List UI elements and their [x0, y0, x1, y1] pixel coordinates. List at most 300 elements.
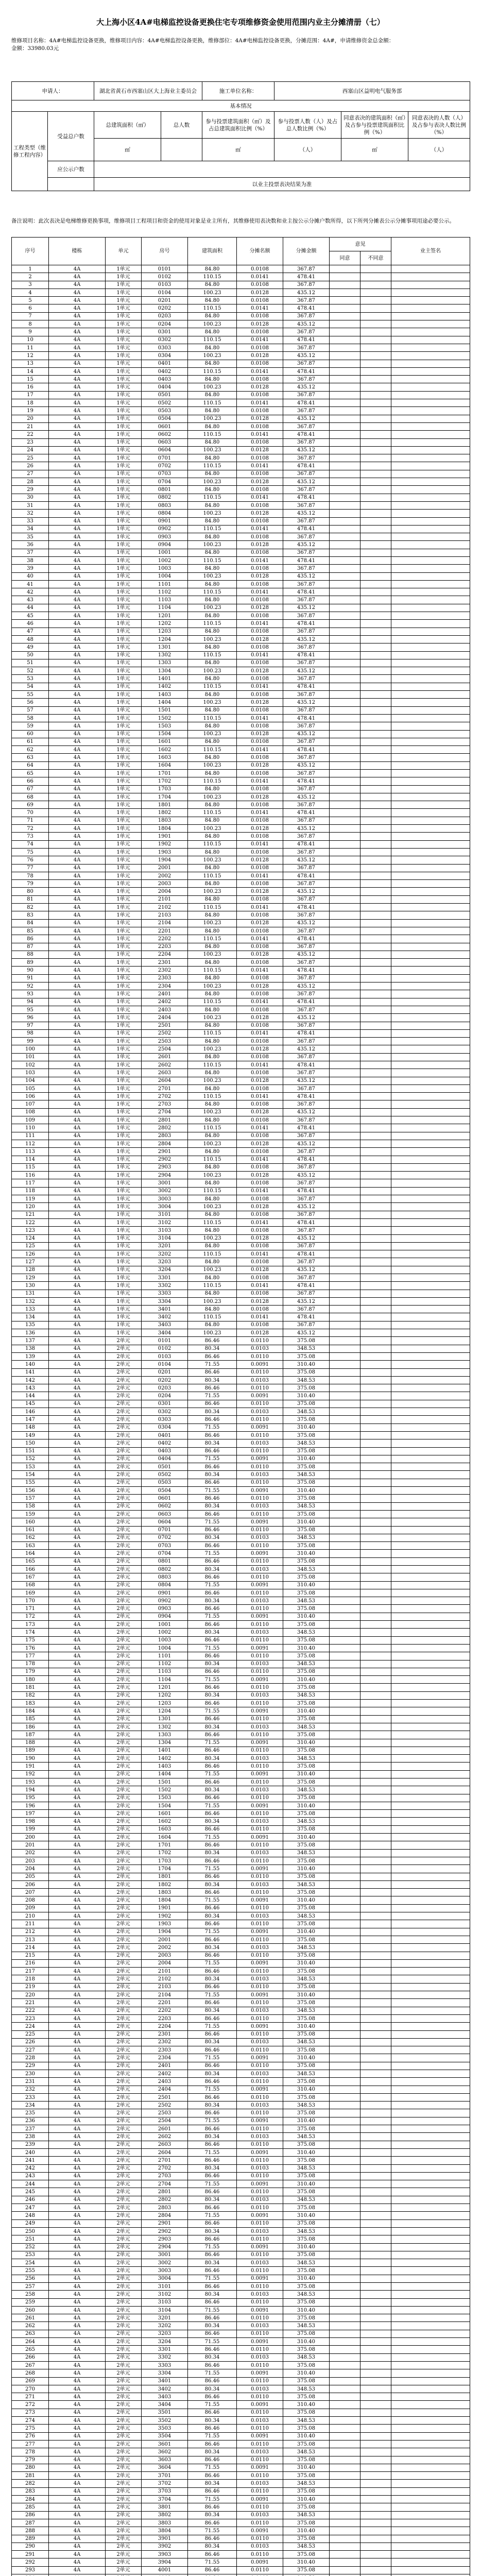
cell-signature: [391, 1084, 470, 1092]
col-header-room: 房号: [142, 238, 188, 265]
cell-building: 4A: [49, 446, 106, 454]
cell-room: 2103: [142, 1983, 188, 1991]
cell-signature: [391, 1077, 470, 1084]
cell-amount: 310.40: [283, 2464, 330, 2471]
cell-room: 1004: [142, 1644, 188, 1652]
cell-share: 0.0110: [237, 2472, 283, 2480]
cell-area: 80.34: [188, 1912, 237, 1920]
table-row: [12, 620, 470, 628]
total-area-unit: ㎡: [94, 139, 161, 161]
cell-building: 4A: [49, 2251, 106, 2259]
cell-unit: 2单元: [106, 2046, 142, 2054]
table-row: [12, 1392, 470, 1400]
table-row: [12, 2054, 470, 2062]
cell-index: 210: [12, 1912, 49, 1920]
table-row: [12, 1770, 470, 1778]
cell-share: 0.0108: [237, 801, 283, 809]
cell-amount: 435.12: [283, 1203, 330, 1211]
cell-area: 71.55: [188, 1739, 237, 1747]
cell-room: 1604: [142, 761, 188, 769]
cell-share: 0.0091: [237, 2117, 283, 2125]
table-row: [12, 1313, 470, 1321]
cell-building: 4A: [49, 1061, 106, 1069]
cell-index: 9: [12, 328, 49, 336]
cell-unit: 1单元: [106, 360, 142, 367]
table-row: [12, 2519, 470, 2527]
cell-index: 291: [12, 2551, 49, 2558]
cell-index: 286: [12, 2511, 49, 2519]
cell-disagree: [360, 1668, 391, 1675]
cell-share: 0.0091: [237, 2558, 283, 2566]
cell-unit: 2单元: [106, 1896, 142, 1904]
cell-agree: [330, 2456, 360, 2464]
cell-agree: [330, 281, 360, 289]
table-row: [12, 2432, 470, 2440]
cell-index: 129: [12, 1274, 49, 1282]
cell-share: 0.0110: [237, 1431, 283, 1439]
cell-disagree: [360, 2527, 391, 2535]
cell-area: 86.46: [188, 2125, 237, 2133]
cell-unit: 1单元: [106, 809, 142, 817]
cell-signature: [391, 1022, 470, 1029]
cell-agree: [330, 1865, 360, 1873]
cell-disagree: [360, 1471, 391, 1479]
table-row: [12, 1408, 470, 1416]
cell-disagree: [360, 533, 391, 541]
cell-amount: 348.53: [283, 2353, 330, 2361]
cell-unit: 2单元: [106, 2219, 142, 2227]
cell-room: 2902: [142, 1156, 188, 1163]
cell-disagree: [360, 1621, 391, 1629]
cell-agree: [330, 1652, 360, 1660]
cell-area: 80.34: [188, 2480, 237, 2487]
cell-amount: 435.12: [283, 1014, 330, 1022]
cell-building: 4A: [49, 1999, 106, 2007]
cell-disagree: [360, 2298, 391, 2306]
cell-room: 2404: [142, 2086, 188, 2093]
cell-amount: 375.08: [283, 1778, 330, 1786]
cell-building: 4A: [49, 895, 106, 903]
cell-room: 3501: [142, 2409, 188, 2416]
cell-agree: [330, 1211, 360, 1218]
cell-share: 0.0108: [237, 1306, 283, 1313]
cell-amount: 310.40: [283, 2148, 330, 2156]
cell-unit: 1单元: [106, 541, 142, 549]
cell-disagree: [360, 675, 391, 683]
cell-share: 0.0110: [237, 2566, 283, 2574]
cell-agree: [330, 2046, 360, 2054]
cell-unit: 1单元: [106, 667, 142, 675]
cell-share: 0.0141: [237, 1156, 283, 1163]
cell-building: 4A: [49, 1526, 106, 1534]
cell-signature: [391, 1762, 470, 1770]
cell-agree: [330, 1218, 360, 1226]
cell-agree: [330, 604, 360, 612]
cell-signature: [391, 2046, 470, 2054]
cell-unit: 1单元: [106, 1172, 142, 1179]
cell-share: 0.0091: [237, 1487, 283, 1495]
table-row: [12, 367, 470, 375]
table-row: [12, 770, 470, 777]
cell-area: 84.80: [188, 943, 237, 951]
cell-room: 0703: [142, 470, 188, 478]
cell-share: 0.0110: [237, 2157, 283, 2164]
cell-share: 0.0128: [237, 415, 283, 422]
cell-amount: 375.08: [283, 2503, 330, 2511]
cell-area: 71.55: [188, 2558, 237, 2566]
cell-disagree: [360, 1550, 391, 1557]
cell-disagree: [360, 1904, 391, 1912]
cell-building: 4A: [49, 998, 106, 1006]
cell-unit: 2单元: [106, 1526, 142, 1534]
cell-building: 4A: [49, 1306, 106, 1313]
cell-share: 0.0108: [237, 596, 283, 604]
cell-signature: [391, 1187, 470, 1195]
cell-room: 0901: [142, 517, 188, 525]
cell-disagree: [360, 431, 391, 438]
cell-amount: 375.08: [283, 2314, 330, 2322]
cell-building: 4A: [49, 927, 106, 935]
cell-room: 3802: [142, 2511, 188, 2519]
cell-agree: [330, 2291, 360, 2298]
cell-building: 4A: [49, 1352, 106, 1360]
cell-signature: [391, 1124, 470, 1132]
cell-unit: 2单元: [106, 2188, 142, 2196]
cell-room: 2602: [142, 1061, 188, 1069]
cell-room: 1002: [142, 1629, 188, 1636]
cell-building: 4A: [49, 2409, 106, 2416]
cell-building: 4A: [49, 376, 106, 383]
table-row: [12, 1282, 470, 1290]
table-row: [12, 943, 470, 951]
cell-room: 4001: [142, 2566, 188, 2574]
cell-agree: [330, 1376, 360, 1384]
cell-index: 142: [12, 1376, 49, 1384]
cell-share: 0.0108: [237, 785, 283, 793]
cell-building: 4A: [49, 1983, 106, 1991]
cell-agree: [330, 486, 360, 494]
cell-share: 0.0110: [237, 1747, 283, 1754]
table-row: [12, 714, 470, 722]
cell-area: 84.80: [188, 1100, 237, 1108]
cell-amount: 367.87: [283, 1227, 330, 1234]
cell-area: 110.15: [188, 683, 237, 690]
cell-signature: [391, 2487, 470, 2495]
cell-area: 110.15: [188, 872, 237, 879]
cell-room: 0202: [142, 1376, 188, 1384]
cell-amount: 435.12: [283, 1297, 330, 1305]
cell-amount: 375.08: [283, 1416, 330, 1423]
cell-agree: [330, 1140, 360, 1147]
cell-share: 0.0141: [237, 809, 283, 817]
cell-unit: 1单元: [106, 1227, 142, 1234]
cell-index: 31: [12, 501, 49, 509]
cell-room: 0902: [142, 525, 188, 533]
cell-area: 71.55: [188, 1423, 237, 1431]
cell-room: 3203: [142, 2330, 188, 2337]
cell-building: 4A: [49, 320, 106, 328]
table-row: [12, 1100, 470, 1108]
table-row: [12, 1841, 470, 1849]
cell-area: 86.46: [188, 1810, 237, 1818]
cell-disagree: [360, 2259, 391, 2267]
cell-amount: 375.08: [283, 2535, 330, 2543]
cell-agree: [330, 1794, 360, 1802]
cell-area: 80.34: [188, 1691, 237, 1699]
cell-room: 0303: [142, 344, 188, 351]
cell-index: 166: [12, 1565, 49, 1573]
cell-room: 3201: [142, 1242, 188, 1250]
cell-area: 100.23: [188, 888, 237, 895]
cell-area: 110.15: [188, 1250, 237, 1258]
cell-amount: 435.12: [283, 1234, 330, 1242]
cell-unit: 2单元: [106, 1605, 142, 1613]
cell-area: 86.46: [188, 2314, 237, 2322]
cell-room: 1001: [142, 1621, 188, 1629]
cell-unit: 1单元: [106, 1108, 142, 1116]
cell-share: 0.0091: [237, 2496, 283, 2503]
cell-agree: [330, 517, 360, 525]
cell-agree: [330, 289, 360, 296]
cell-share: 0.0103: [237, 1944, 283, 1952]
cell-area: 86.46: [188, 1352, 237, 1360]
cell-signature: [391, 1629, 470, 1636]
cell-signature: [391, 1557, 470, 1565]
cell-index: 185: [12, 1715, 49, 1723]
cell-building: 4A: [49, 1739, 106, 1747]
cell-disagree: [360, 415, 391, 422]
cell-signature: [391, 904, 470, 911]
cell-unit: 2单元: [106, 1889, 142, 1896]
cell-building: 4A: [49, 2172, 106, 2180]
cell-building: 4A: [49, 1629, 106, 1636]
cell-room: 2101: [142, 1968, 188, 1975]
table-row: [12, 486, 470, 494]
cell-disagree: [360, 1597, 391, 1605]
table-row: [12, 2133, 470, 2141]
cell-area: 86.46: [188, 1605, 237, 1613]
cell-unit: 1单元: [106, 1329, 142, 1337]
cell-share: 0.0128: [237, 667, 283, 675]
cell-building: 4A: [49, 273, 106, 281]
cell-room: 3404: [142, 1329, 188, 1337]
cell-area: 84.80: [188, 1274, 237, 1282]
cell-amount: 367.87: [283, 565, 330, 572]
cell-index: 281: [12, 2472, 49, 2480]
cell-amount: 375.08: [283, 1857, 330, 1865]
cell-area: 86.46: [188, 2551, 237, 2558]
cell-signature: [391, 1778, 470, 1786]
cell-agree: [330, 2204, 360, 2212]
cell-area: 80.34: [188, 1565, 237, 1573]
table-row: [12, 2338, 470, 2346]
cell-area: 84.80: [188, 706, 237, 714]
cell-signature: [391, 415, 470, 422]
cell-room: 2802: [142, 1124, 188, 1132]
cell-amount: 478.41: [283, 367, 330, 375]
cell-building: 4A: [49, 1636, 106, 1644]
cell-signature: [391, 265, 470, 273]
table-row: [12, 706, 470, 714]
cell-unit: 1单元: [106, 376, 142, 383]
table-row: [12, 1038, 470, 1045]
cell-disagree: [360, 328, 391, 336]
cell-room: 1702: [142, 1849, 188, 1857]
cell-disagree: [360, 982, 391, 990]
cell-agree: [330, 1684, 360, 1691]
cell-unit: 1单元: [106, 289, 142, 296]
cell-area: 86.46: [188, 2172, 237, 2180]
cell-index: 183: [12, 1700, 49, 1707]
cell-signature: [391, 967, 470, 974]
cell-amount: 348.53: [283, 1723, 330, 1731]
cell-share: 0.0108: [237, 927, 283, 935]
cell-unit: 2单元: [106, 2306, 142, 2314]
cell-unit: 2单元: [106, 1668, 142, 1675]
table-row: [12, 1195, 470, 1203]
cell-room: 0604: [142, 1518, 188, 1526]
cell-building: 4A: [49, 2148, 106, 2156]
cell-index: 126: [12, 1250, 49, 1258]
cell-amount: 375.08: [283, 2551, 330, 2558]
table-row: [12, 1715, 470, 1723]
cell-share: 0.0091: [237, 2432, 283, 2440]
cell-index: 186: [12, 1723, 49, 1731]
cell-agree: [330, 470, 360, 478]
cell-agree: [330, 1108, 360, 1116]
cell-room: 0603: [142, 438, 188, 446]
cell-share: 0.0141: [237, 998, 283, 1006]
cell-amount: 310.40: [283, 1613, 330, 1620]
cell-agree: [330, 1132, 360, 1140]
cell-unit: 2单元: [106, 1589, 142, 1597]
cell-share: 0.0128: [237, 699, 283, 706]
cell-building: 4A: [49, 2417, 106, 2425]
cell-area: 80.34: [188, 2385, 237, 2393]
cell-unit: 1单元: [106, 691, 142, 699]
cell-unit: 2单元: [106, 1959, 142, 1967]
table-row: [12, 1140, 470, 1147]
cell-room: 0603: [142, 1510, 188, 1518]
cell-unit: 1单元: [106, 1132, 142, 1140]
cell-area: 86.46: [188, 1841, 237, 1849]
table-row: [12, 1550, 470, 1557]
cell-building: 4A: [49, 2014, 106, 2022]
cell-disagree: [360, 454, 391, 462]
cell-disagree: [360, 1234, 391, 1242]
cell-amount: 348.53: [283, 1975, 330, 1983]
cell-signature: [391, 1463, 470, 1471]
cell-signature: [391, 628, 470, 635]
cell-signature: [391, 1794, 470, 1802]
cell-area: 86.46: [188, 1652, 237, 1660]
cell-amount: 375.08: [283, 1431, 330, 1439]
cell-signature: [391, 2346, 470, 2353]
cell-index: 244: [12, 2180, 49, 2188]
cell-share: 0.0128: [237, 1014, 283, 1022]
cell-amount: 367.87: [283, 501, 330, 509]
table-row: [12, 1912, 470, 1920]
cell-agree: [330, 549, 360, 556]
applicant-label: 申请人：: [12, 82, 94, 100]
cell-agree: [330, 675, 360, 683]
cell-amount: 435.12: [283, 541, 330, 549]
cell-unit: 2单元: [106, 1755, 142, 1762]
table-row: [12, 761, 470, 769]
cell-share: 0.0103: [237, 1691, 283, 1699]
cell-area: 86.46: [188, 2157, 237, 2164]
cell-agree: [330, 2330, 360, 2337]
cell-disagree: [360, 1912, 391, 1920]
cell-room: 1304: [142, 1739, 188, 1747]
cell-amount: 478.41: [283, 777, 330, 785]
cell-unit: 2单元: [106, 2109, 142, 2117]
cell-index: 49: [12, 643, 49, 651]
cell-unit: 1单元: [106, 1179, 142, 1187]
cell-signature: [391, 1589, 470, 1597]
cell-agree: [330, 1352, 360, 1360]
cell-unit: 1单元: [106, 1313, 142, 1321]
cell-share: 0.0110: [237, 1605, 283, 1613]
cell-unit: 2单元: [106, 1495, 142, 1502]
cell-area: 80.34: [188, 1439, 237, 1447]
cell-building: 4A: [49, 738, 106, 745]
cell-signature: [391, 1502, 470, 1510]
cell-amount: 348.53: [283, 2322, 330, 2330]
cell-unit: 1单元: [106, 1242, 142, 1250]
cell-amount: 375.08: [283, 1715, 330, 1723]
cell-signature: [391, 478, 470, 486]
table-row: [12, 1108, 470, 1116]
cell-room: 2903: [142, 1163, 188, 1171]
cell-disagree: [360, 793, 391, 801]
cell-signature: [391, 2204, 470, 2212]
cell-agree: [330, 2164, 360, 2172]
cell-agree: [330, 1400, 360, 1408]
cell-signature: [391, 572, 470, 580]
cell-room: 3702: [142, 2480, 188, 2487]
cell-agree: [330, 525, 360, 533]
cell-amount: 367.87: [283, 770, 330, 777]
cell-index: 208: [12, 1896, 49, 1904]
cell-amount: 375.08: [283, 1463, 330, 1471]
cell-building: 4A: [49, 651, 106, 659]
cell-room: 0103: [142, 1352, 188, 1360]
cell-index: 138: [12, 1345, 49, 1352]
table-row: [12, 2038, 470, 2046]
table-row: [12, 1297, 470, 1305]
cell-amount: 375.08: [283, 2219, 330, 2227]
cell-signature: [391, 1802, 470, 1809]
cell-index: 194: [12, 1786, 49, 1794]
cell-signature: [391, 1266, 470, 1274]
cell-agree: [330, 2219, 360, 2227]
cell-signature: [391, 2393, 470, 2401]
cell-share: 0.0103: [237, 1849, 283, 1857]
table-row: [12, 1786, 470, 1794]
cell-building: 4A: [49, 1029, 106, 1037]
cell-disagree: [360, 1258, 391, 1266]
cell-share: 0.0108: [237, 1242, 283, 1250]
cell-room: 1702: [142, 777, 188, 785]
cell-room: 0602: [142, 431, 188, 438]
cell-room: 3502: [142, 2417, 188, 2425]
cell-room: 0404: [142, 1455, 188, 1463]
cell-signature: [391, 1282, 470, 1290]
cell-area: 86.46: [188, 1731, 237, 1739]
cell-area: 100.23: [188, 572, 237, 580]
cell-area: 86.46: [188, 2487, 237, 2495]
